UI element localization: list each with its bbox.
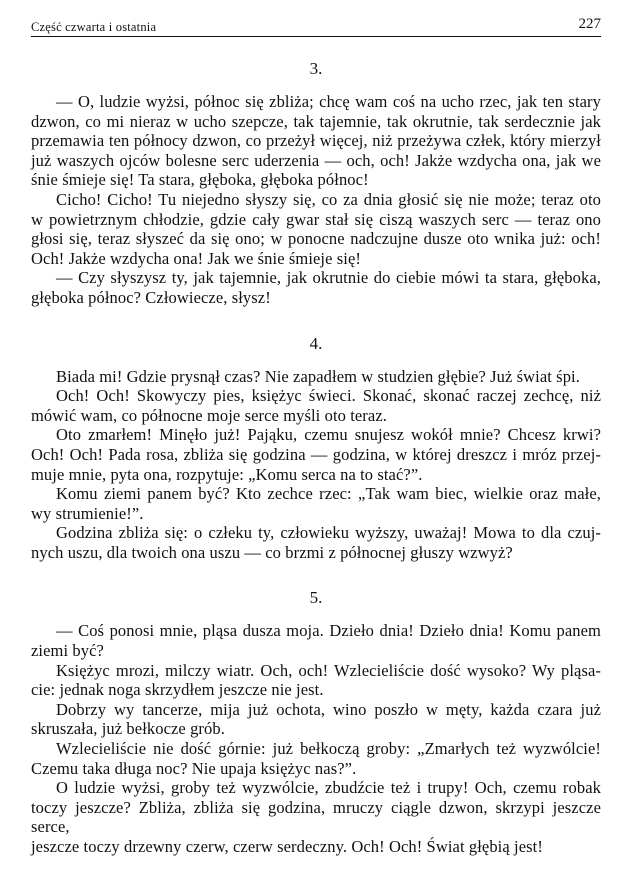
paragraph	[31, 739, 601, 778]
section-number: 3.	[309, 59, 323, 78]
paragraph	[31, 484, 601, 523]
text-line: głosi się, teraz słyszeć da się ono; w ponocne nadczujne dusze oto wnika już: och!	[31, 229, 601, 249]
page-body	[31, 52, 601, 857]
paragraph	[31, 425, 601, 484]
text-line: muje mnie, pyta ona, rozpytuje: „Komu serca na to stać?”.	[31, 464, 423, 484]
text-line: przemawia ten północy dzwon, co przeżył więcej, niż przeżywa człek, który mierzył	[31, 131, 601, 151]
text-line: — Czy słyszysz ty, jak tajemnie, jak okrutnie do ciebie mówi ta stara, głęboka,	[56, 268, 601, 288]
text-line: Och! Och! Skowyczy pies, księżyc świeci. Skonać, skonać raczej zechcę, niż	[56, 386, 601, 406]
text-line: mówić wam, co północne moje serce myśli oto teraz.	[31, 405, 387, 425]
section-gap	[31, 308, 601, 327]
paragraph	[31, 523, 601, 562]
text-line: ziemi być?	[31, 641, 104, 661]
text-line: Cicho! Cicho! Tu niejedno słyszy się, co za dnia głosić się nie może; teraz oto	[56, 189, 601, 209]
text-line: O ludzie wyżsi, groby też wyzwólcie, zbudźcie też i trupy! Och, czemu robak	[56, 778, 601, 798]
text-line: — Coś ponosi mnie, pląsa dusza moja. Dzieło dnia! Dzieło dnia! Komu panem	[56, 621, 601, 641]
paragraph	[31, 700, 601, 739]
text-line: Wzlecieliście nie dość górnie: już bełkoczą groby: „Zmarłych też wyzwólcie!	[56, 739, 601, 759]
section-gap	[31, 562, 601, 581]
paragraph	[31, 621, 601, 660]
text-line: nych uszu, dla twoich ona uszu — co brzmi z północnej głuszy wzwyż?	[31, 542, 513, 562]
text-line: dzwon, co mi nieraz w ucho szepcze, tak tajemnie, tak okrutnie, tak serdecznie jak	[31, 111, 601, 131]
text-line: Czemu taka długa noc? Nie upaja księżyc nas?”.	[31, 758, 357, 778]
paragraph	[31, 190, 601, 268]
text-line: wy strumienie!”.	[31, 503, 144, 523]
text-line: Biada mi! Gdzie prysnął czas? Nie zapadłem w studzien głębie? Już świat śpi.	[56, 366, 580, 386]
paragraph	[31, 92, 601, 190]
text-line: Godzina zbliża się: o człeku ty, człowieku wyższy, uważaj! Mowa to dla czuj-	[56, 523, 601, 543]
text-line: skruszała, już bełkocze grób.	[31, 719, 225, 739]
text-line: Dobrzy wy tancerze, mija już ochota, wino poszło w męty, każda czara już	[56, 699, 601, 719]
paragraph	[31, 268, 601, 307]
text-line: Och! Jakże wzdycha ona! Jak we śnie śmieje się!	[31, 248, 361, 268]
text-line: Och! Och! Pada rosa, zbliża się godzina — godzina, w której dreszcz i mróz przej-	[31, 444, 601, 464]
text-line: głęboka północ? Człowiecze, słysz!	[31, 287, 271, 307]
text-line: jeszcze toczy drzewny czerw, czerw serdeczny. Och! Och! Świat głębią jest!	[31, 837, 543, 856]
text-line: w powietrznym chłodzie, gdzie cały gwar stał się ciszą waszych serc — teraz ono	[31, 209, 601, 229]
paragraph	[31, 778, 601, 856]
text-line: toczy jeszcze? Zbliża, zbliża się godzina, mruczy ciągle dzwon, skrzypi jeszcze serce,	[31, 797, 601, 837]
text-line: — O, ludzie wyżsi, północ się zbliża; chcę wam coś na ucho rzec, jak ten stary	[56, 92, 601, 111]
section-number: 4.	[309, 333, 323, 353]
page-header	[31, 14, 601, 37]
text-line: cie: jednak noga skrzydłem jeszcze nie jest.	[31, 680, 324, 700]
text-line: już waszych ojców bolesne serc uderzenia — och, och! Jakże wzdycha ona, jak we	[31, 150, 601, 170]
text-line: śnie śmieje się! Ta stara, głęboka, głęboka północ!	[31, 170, 369, 190]
text-line: Księżyc mrozi, milczy wiatr. Och, och! Wzlecieliście dość wysoko? Wy pląsa-	[56, 660, 601, 680]
text-line: Komu ziemi panem być? Kto zechce rzec: „Tak wam biec, wielkie oraz małe,	[56, 484, 601, 504]
text-line: Oto zmarłem! Minęło już! Pająku, czemu snujesz wokół mnie? Chcesz krwi?	[56, 425, 601, 445]
paragraph	[31, 367, 601, 387]
paragraph	[31, 386, 601, 425]
running-title: Część czwarta i ostatnia	[31, 20, 157, 34]
section-number: 5.	[309, 588, 323, 608]
paragraph	[31, 661, 601, 700]
page-number: 227	[578, 16, 601, 32]
